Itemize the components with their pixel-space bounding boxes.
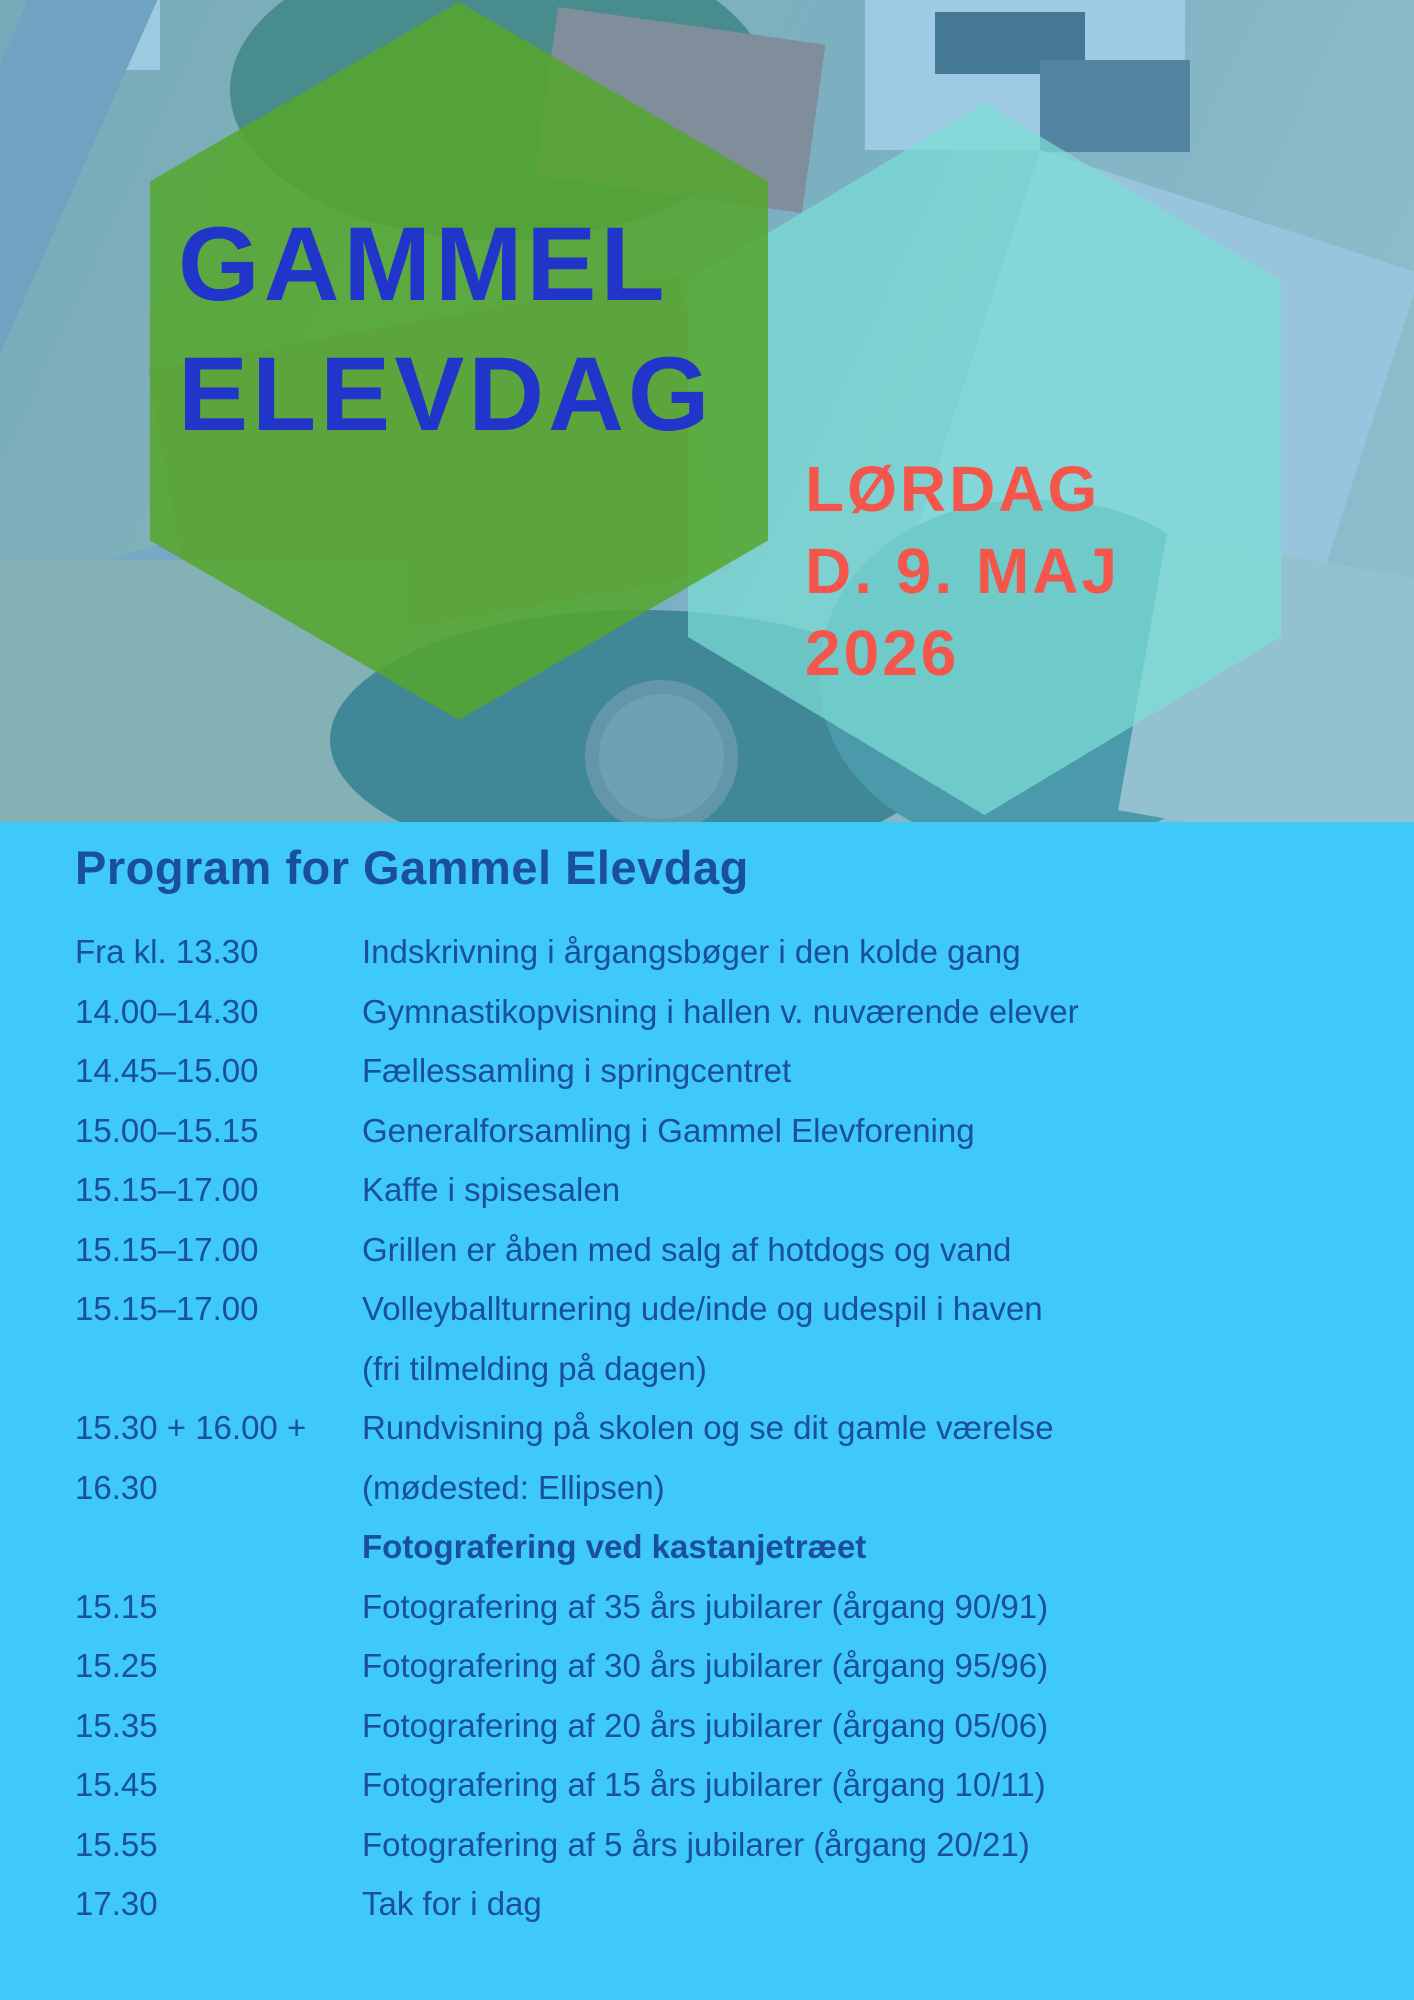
program-row-activity: Gymnastikopvisning i hallen v. nuværende elever xyxy=(362,992,1079,1030)
program-row-activity: Generalforsamling i Gammel Elevforening xyxy=(362,1111,975,1149)
program-row xyxy=(75,1755,1374,1815)
program-row xyxy=(75,1041,1374,1101)
program-section xyxy=(0,822,1414,2000)
program-row-activity: (mødested: Ellipsen) xyxy=(362,1468,665,1506)
program-row-time: 14.00–14.30 xyxy=(75,992,259,1030)
poster-date-line2: D. 9. MAJ xyxy=(805,535,1121,607)
program-row xyxy=(75,1458,1374,1518)
program-row xyxy=(75,982,1374,1042)
program-row-activity: Kaffe i spisesalen xyxy=(362,1171,621,1208)
program-row xyxy=(75,1815,1374,1875)
program-heading: Program for Gammel Elevdag xyxy=(75,841,749,894)
program-row-time: 15.15–17.00 xyxy=(75,1171,259,1208)
hero-section xyxy=(0,0,1414,822)
program-row xyxy=(75,1696,1374,1756)
poster-title xyxy=(178,200,714,460)
program-row-time: 15.30 + 16.00 + xyxy=(75,1409,307,1446)
program-row xyxy=(75,1279,1374,1339)
program-row xyxy=(75,1160,1374,1220)
program-row xyxy=(75,1577,1374,1637)
program-row-time: 15.15–17.00 xyxy=(75,1290,259,1327)
program-row-activity: (fri tilmelding på dagen) xyxy=(362,1349,707,1387)
program-row-activity: Fotografering af 20 års jubilarer (årgang 05/06) xyxy=(362,1706,1049,1744)
program-row-time: 15.45 xyxy=(75,1766,158,1803)
program-row-activity: Fotografering af 30 års jubilarer (årgang 95/96) xyxy=(362,1647,1049,1684)
program-row-time: 15.25 xyxy=(75,1647,158,1684)
program-row xyxy=(75,1398,1374,1458)
program-row-activity: Fotografering af 15 års jubilarer (årgang 10/11) xyxy=(362,1766,1046,1803)
program-row-time: 14.45–15.00 xyxy=(75,1052,259,1089)
program-row-activity: Tak for i dag xyxy=(362,1885,542,1922)
poster-date-line1: LØRDAG xyxy=(805,453,1101,525)
program-row xyxy=(75,1101,1374,1161)
program-row-time: 15.15 xyxy=(75,1587,158,1625)
program-row-activity: Fotografering af 5 års jubilarer (årgang 20/21) xyxy=(362,1825,1030,1863)
program-row xyxy=(75,1636,1374,1696)
program-row-time: 15.55 xyxy=(75,1825,158,1863)
program-row xyxy=(75,922,1374,982)
program-row-time: 15.00–15.15 xyxy=(75,1111,259,1149)
poster-title-line1: GAMMEL xyxy=(178,206,669,323)
program-row-activity: Fotografering af 35 års jubilarer (årgang 90/91) xyxy=(362,1587,1049,1625)
program-row-activity: Fællessamling i springcentret xyxy=(362,1052,792,1089)
program-row-activity: Volleyballturnering ude/inde og udespil i haven xyxy=(362,1290,1043,1327)
program-row-activity: Rundvisning på skolen og se dit gamle værelse xyxy=(362,1409,1054,1446)
program-row-activity: Grillen er åben med salg af hotdogs og vand xyxy=(362,1230,1012,1268)
poster-date xyxy=(805,448,1120,694)
program-row-time: 15.35 xyxy=(75,1706,158,1744)
program-row xyxy=(75,1339,1374,1399)
poster-title-line2: ELEVDAG xyxy=(178,336,714,453)
program-row-time: 16.30 xyxy=(75,1468,158,1506)
program-row xyxy=(75,1517,1374,1577)
program-row xyxy=(75,1874,1374,1934)
program-row-time: 15.15–17.00 xyxy=(75,1230,259,1268)
poster-date-line3: 2026 xyxy=(805,617,960,689)
program-row xyxy=(75,1220,1374,1280)
program-row-activity: Fotografering ved kastanjetræet xyxy=(362,1528,867,1565)
program-row-activity: Indskrivning i årgangsbøger i den kolde gang xyxy=(362,933,1021,970)
program-list xyxy=(75,922,1374,1934)
program-row-time: 17.30 xyxy=(75,1885,158,1922)
program-row-time: Fra kl. 13.30 xyxy=(75,933,259,970)
